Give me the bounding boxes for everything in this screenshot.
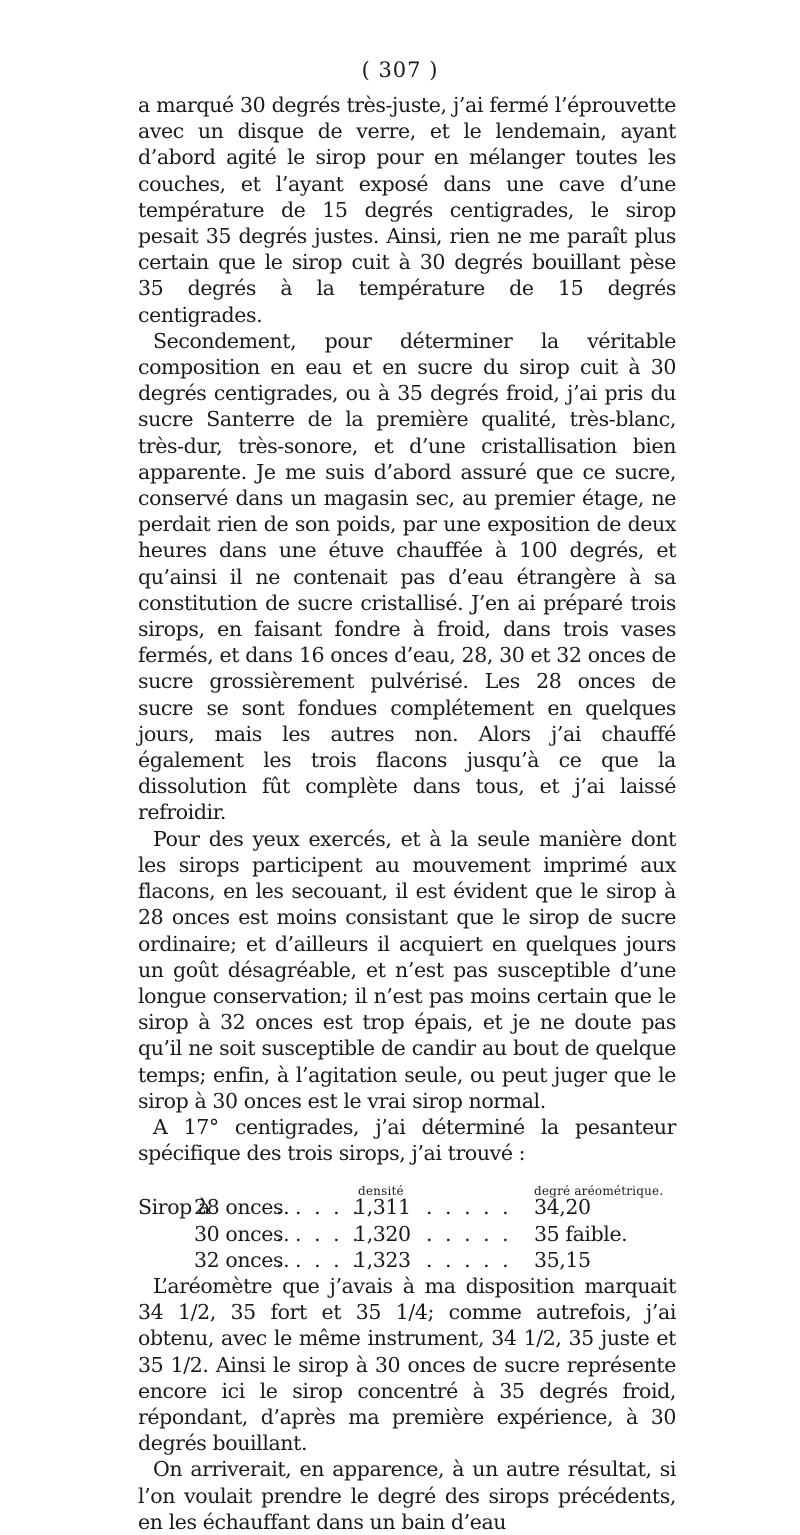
leader-dots: . . . . .: [426, 1221, 512, 1246]
header-degree: degré aréométrique.: [534, 1184, 664, 1199]
paragraph-areometre: L’aréomètre que j’avais à ma disposition marquait 34 1/2, 35 fort et 35 1/4; comme autrefois, j’ai obtenu, avec le même instrument, 34 1/2, 35 juste et 35 1/2. Ainsi le sirop à 30 onces de sucre représente encore ici le sirop concentré à 35 degrés froid, répondant, d’après ma première expérience, à 30 degrés bouillant.: [138, 1273, 676, 1456]
row-degree: 34,20: [534, 1195, 591, 1220]
header-density: densité: [358, 1184, 404, 1199]
page-number: ( 307 ): [361, 58, 439, 82]
table-row: [138, 1247, 676, 1273]
table-row: [138, 1221, 676, 1247]
row-density: 1,320: [354, 1221, 411, 1246]
syrup-table: [138, 1172, 676, 1273]
leader-dots: . . . . .: [426, 1195, 512, 1220]
row-quantity: 32 onces.: [194, 1247, 290, 1272]
leader-dots: . . . . .: [426, 1247, 512, 1272]
paragraph-on-arriverait: On arriverait, en apparence, à un autre résultat, si l’on voulait prendre le degré des sirops précédents, en les échauffant dans un bain d’eau: [138, 1457, 676, 1534]
row-degree: 35,15: [534, 1247, 591, 1272]
row-quantity: 30 onces.: [194, 1221, 290, 1246]
row-quantity: 28 onces.: [194, 1195, 290, 1220]
paragraph-yeux-exerces: Pour des yeux exercés, et à la seule manière dont les sirops participent au mouvement imprimé aux flacons, en les secouant, il est évident que le sirop à 28 onces est moins consistant que le sirop de sucre ordinaire; et d’ailleurs il acquiert en quelques jours un goût désagréable, et n’est pas susceptible d’une longue conservation; il n’est pas moins certain que le sirop à 32 onces est trop épais, et je ne doute pas qu’il ne soit susceptible de candir au bout de quelque temps; enfin, à l’agitation seule, ou peut juger que le sirop à 30 onces est le vrai sirop normal.: [138, 826, 676, 1113]
row-density: 1,323: [354, 1247, 411, 1272]
table-header: [138, 1172, 676, 1199]
leader-dots: . . . . .: [276, 1221, 362, 1246]
leader-dots: . . . . .: [276, 1247, 362, 1272]
row-degree: 35 faible.: [534, 1221, 628, 1246]
paragraph-continued: a marqué 30 degrés très-juste, j’ai fermé l’éprouvette avec un disque de verre, et le lendemain, ayant d’abord agité le sirop pour en mélanger toutes les couches, et l’ayant exposé dans une cave d’une température de 15 degrés centigrades, le sirop pesait 35 degrés justes. Ainsi, rien ne me paraît plus certain que le sirop cuit à 30 degrés bouillant pèse 35 degrés à la température de 15 degrés centigrades.: [138, 93, 676, 327]
leader-dots: . . . . .: [276, 1195, 362, 1220]
table-row: [138, 1194, 676, 1220]
row-label: Sirop à: [138, 1195, 210, 1220]
paragraph-secondement: Secondement, pour déterminer la véritable composition en eau et en sucre du sirop cuit à 30 degrés centigrades, ou à 35 degrés froid, j’ai pris du sucre Santerre de la première qualité, très-blanc, très-dur, très-sonore, et d’une cristallisation bien apparente. Je me suis d’abord assuré que ce sucre, conservé dans un magasin sec, au premier étage, ne perdait rien de son poids, par une exposition de deux heures dans une étuve chauffée à 100 degrés, et qu’ainsi il ne contenait pas d’eau étrangère à sa constitution de sucre cristallisé. J’en ai préparé trois sirops, en faisant fondre à froid, dans trois vases fermés, et dans 16 onces d’eau, 28, 30 et 32 onces de sucre grossièrement pulvérisé. Les 28 onces de sucre se sont fondues complétement en quelques jours, mais les autres non. Alors j’ai chauffé également les trois flacons jusqu’à ce que la dissolution fût complète dans tous, et j’ai laissé refroidir.: [138, 328, 676, 825]
paragraph-pesanteur: A 17° centigrades, j’ai déterminé la pesanteur spécifique des trois sirops, j’ai trouvé :: [138, 1114, 676, 1166]
body-text: [138, 92, 676, 1535]
row-density: 1,311: [354, 1195, 411, 1220]
